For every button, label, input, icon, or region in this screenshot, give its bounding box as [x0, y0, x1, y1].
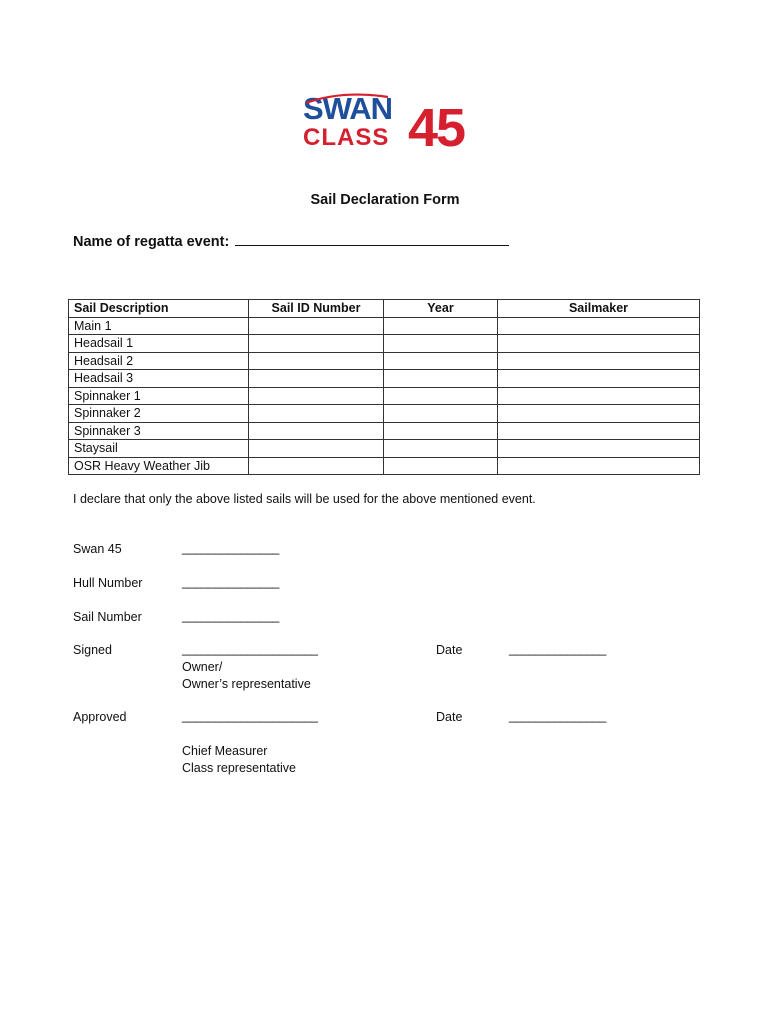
sail-id-cell[interactable] [249, 387, 384, 405]
year-cell[interactable] [384, 387, 498, 405]
sail-id-cell[interactable] [249, 335, 384, 353]
form-title: Sail Declaration Form [310, 192, 460, 208]
year-cell[interactable] [384, 370, 498, 388]
header-sail-description: Sail Description [69, 300, 249, 318]
regatta-name-field[interactable] [235, 231, 509, 246]
sailmaker-cell[interactable] [498, 317, 700, 335]
table-row [69, 352, 700, 370]
sailmaker-cell[interactable] [498, 370, 700, 388]
sail-number-field[interactable]: _______________ [182, 609, 279, 623]
declaration-text: I declare that only the above listed sails will be used for the above mentioned event. [73, 492, 536, 506]
approved-sub-class-representative: Class representative [182, 761, 296, 775]
sail-description-cell: Spinnaker 1 [69, 387, 249, 405]
swan45-label: Swan 45 [73, 542, 122, 556]
sail-id-cell[interactable] [249, 422, 384, 440]
sail-description-cell: Staysail [69, 440, 249, 458]
sail-id-cell[interactable] [249, 352, 384, 370]
year-cell[interactable] [384, 352, 498, 370]
logo-number-45: 45 [408, 98, 465, 152]
table-row [69, 440, 700, 458]
approved-field[interactable]: _____________________ [182, 709, 318, 723]
regatta-row [73, 231, 509, 250]
table-row [69, 317, 700, 335]
sail-description-cell: Spinnaker 3 [69, 422, 249, 440]
sail-description-cell: Main 1 [69, 317, 249, 335]
sail-id-cell[interactable] [249, 317, 384, 335]
year-cell[interactable] [384, 457, 498, 475]
sailmaker-cell[interactable] [498, 457, 700, 475]
hull-number-field[interactable]: _______________ [182, 575, 279, 589]
year-cell[interactable] [384, 422, 498, 440]
swan45-field[interactable]: _______________ [182, 541, 279, 555]
swan-class-45-logo [302, 90, 467, 152]
sail-id-cell[interactable] [249, 370, 384, 388]
approved-label: Approved [73, 710, 127, 724]
table-row [69, 457, 700, 475]
signed-date-field[interactable]: _______________ [509, 642, 606, 656]
header-sailmaker: Sailmaker [498, 300, 700, 318]
sail-description-cell: Spinnaker 2 [69, 405, 249, 423]
signed-field[interactable]: _____________________ [182, 642, 318, 656]
table-row [69, 387, 700, 405]
signed-date-label: Date [436, 643, 463, 657]
table-row [69, 422, 700, 440]
regatta-label: Name of regatta event: [73, 234, 230, 250]
table-row [69, 405, 700, 423]
approved-date-field[interactable]: _______________ [509, 709, 606, 723]
sail-description-cell: OSR Heavy Weather Jib [69, 457, 249, 475]
approved-sub-chief-measurer: Chief Measurer [182, 744, 268, 758]
sail-id-cell[interactable] [249, 457, 384, 475]
sail-id-cell[interactable] [249, 405, 384, 423]
header-year: Year [384, 300, 498, 318]
sail-description-cell: Headsail 3 [69, 370, 249, 388]
sail-number-label: Sail Number [73, 610, 142, 624]
table-row [69, 335, 700, 353]
table-header-row [69, 300, 700, 318]
logo-word-class: CLASS [303, 124, 390, 151]
sails-table [68, 299, 700, 475]
header-sail-id-number: Sail ID Number [249, 300, 384, 318]
sailmaker-cell[interactable] [498, 352, 700, 370]
year-cell[interactable] [384, 317, 498, 335]
signed-label: Signed [73, 643, 112, 657]
logo-word-swan: SWAN [303, 91, 392, 126]
table-row [69, 370, 700, 388]
sailmaker-cell[interactable] [498, 440, 700, 458]
signed-sub-representative: Owner’s representative [182, 677, 311, 691]
sail-description-cell: Headsail 1 [69, 335, 249, 353]
year-cell[interactable] [384, 405, 498, 423]
sailmaker-cell[interactable] [498, 387, 700, 405]
sail-id-cell[interactable] [249, 440, 384, 458]
year-cell[interactable] [384, 335, 498, 353]
hull-number-label: Hull Number [73, 576, 143, 590]
sail-description-cell: Headsail 2 [69, 352, 249, 370]
sailmaker-cell[interactable] [498, 405, 700, 423]
sailmaker-cell[interactable] [498, 335, 700, 353]
approved-date-label: Date [436, 710, 463, 724]
sailmaker-cell[interactable] [498, 422, 700, 440]
signed-sub-owner: Owner/ [182, 660, 223, 674]
year-cell[interactable] [384, 440, 498, 458]
